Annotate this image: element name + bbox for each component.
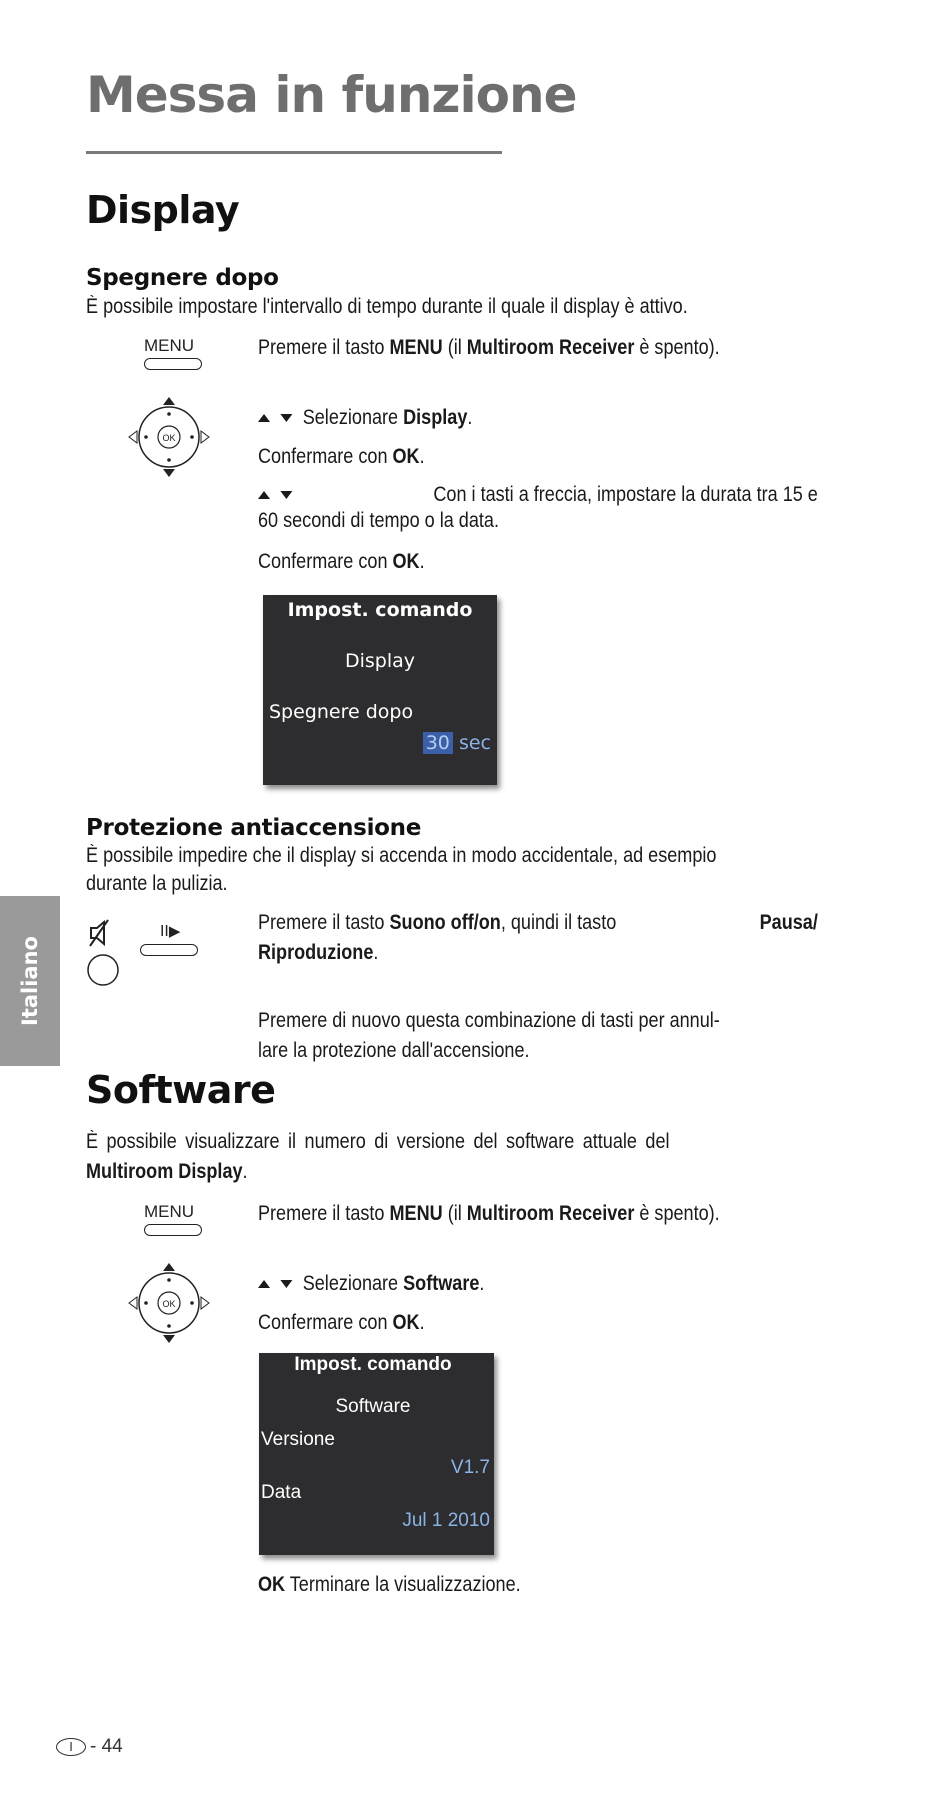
arrow-down-icon bbox=[280, 491, 292, 499]
page-footer bbox=[56, 1736, 123, 1758]
chapter-divider bbox=[86, 151, 502, 154]
software-step1: Premere il tasto MENU (il Multiroom Receiver è spento). bbox=[258, 1202, 720, 1225]
arrow-down-icon bbox=[280, 1280, 292, 1288]
software-step2: Selezionare Software. bbox=[258, 1269, 484, 1298]
spegnere-confirm1: Confermare con OK. bbox=[258, 445, 425, 468]
play-pause-key-icon bbox=[138, 922, 204, 962]
software-end: OK Terminare la visualizzazione. bbox=[258, 1573, 521, 1596]
spegnere-step2: Selezionare Display. bbox=[258, 403, 472, 432]
menu-key-label: MENU bbox=[144, 1202, 195, 1221]
spegnere-step3: Con i tasti a freccia, impostare la durata tra 15 e 60 secondi di tempo o la data. bbox=[258, 483, 818, 532]
section-title-software: Software bbox=[86, 1068, 276, 1112]
heading-spegnere-dopo: Spegnere dopo bbox=[86, 265, 279, 291]
arrow-up-icon bbox=[258, 491, 270, 499]
arrow-down-icon bbox=[280, 414, 292, 422]
spegnere-step1: Premere il tasto MENU (il Multiroom Receiver è spento). bbox=[258, 336, 720, 359]
lcd-version-label: Versione bbox=[261, 1429, 335, 1450]
protezione-step2: Premere di nuovo questa combinazione di tasti per annul- lare la protezione dall'accensione. bbox=[258, 1009, 720, 1062]
spegnere-intro: È possibile impostare l'intervallo di tempo durante il quale il display è attivo. bbox=[86, 295, 688, 318]
play-pause-label: II▶ bbox=[160, 922, 181, 940]
svg-text:OK: OK bbox=[162, 1299, 176, 1309]
menu-key-icon bbox=[142, 1202, 208, 1242]
svg-text:OK: OK bbox=[162, 433, 176, 443]
lcd-date-value: Jul 1 2010 bbox=[402, 1510, 490, 1531]
software-intro: È possibile visualizzare il numero di versione del software attuale del Multiroom Display. bbox=[86, 1130, 670, 1183]
lcd-subtitle: Display bbox=[344, 650, 416, 672]
protezione-intro: È possibile impedire che il display si accenda in modo accidentale, ad esempio durante la pulizia. bbox=[86, 844, 717, 895]
spegnere-confirm2: Confermare con OK. bbox=[258, 550, 425, 573]
lcd-label: Spegnere dopo bbox=[269, 701, 414, 723]
navigation-pad-icon bbox=[126, 394, 212, 480]
language-badge: I bbox=[56, 1738, 86, 1756]
section-title-display: Display bbox=[86, 188, 240, 232]
navigation-pad-icon bbox=[126, 1260, 212, 1346]
lcd-title: Impost. comando bbox=[294, 1354, 452, 1375]
menu-key-label: MENU bbox=[144, 336, 195, 355]
arrow-up-icon bbox=[258, 414, 270, 422]
lcd-screen-display bbox=[263, 595, 497, 785]
protezione-step1: Premere il tasto Suono off/on, quindi il tasto Pausa/ Riproduzione. bbox=[258, 911, 818, 964]
lcd-value-highlight: 30 bbox=[423, 732, 453, 754]
lcd-unit: sec bbox=[458, 732, 491, 754]
chapter-title: Messa in funzione bbox=[86, 66, 577, 124]
lcd-title: Impost. comando bbox=[287, 599, 473, 621]
menu-key-icon bbox=[142, 336, 208, 376]
heading-protezione: Protezione antiaccensione bbox=[86, 815, 422, 841]
lcd-value-row bbox=[423, 732, 491, 754]
lcd-version-value: V1.7 bbox=[450, 1457, 490, 1478]
mute-key-icon bbox=[86, 918, 126, 990]
software-confirm: Confermare con OK. bbox=[258, 1311, 425, 1334]
language-side-tab-label: Italiano bbox=[18, 936, 42, 1026]
lcd-date-label: Data bbox=[261, 1482, 302, 1503]
lcd-screen-software bbox=[259, 1353, 494, 1555]
language-side-tab bbox=[0, 896, 60, 1066]
lcd-subtitle: Software bbox=[335, 1396, 411, 1417]
arrow-up-icon bbox=[258, 1280, 270, 1288]
page-number: - 44 bbox=[90, 1736, 123, 1757]
